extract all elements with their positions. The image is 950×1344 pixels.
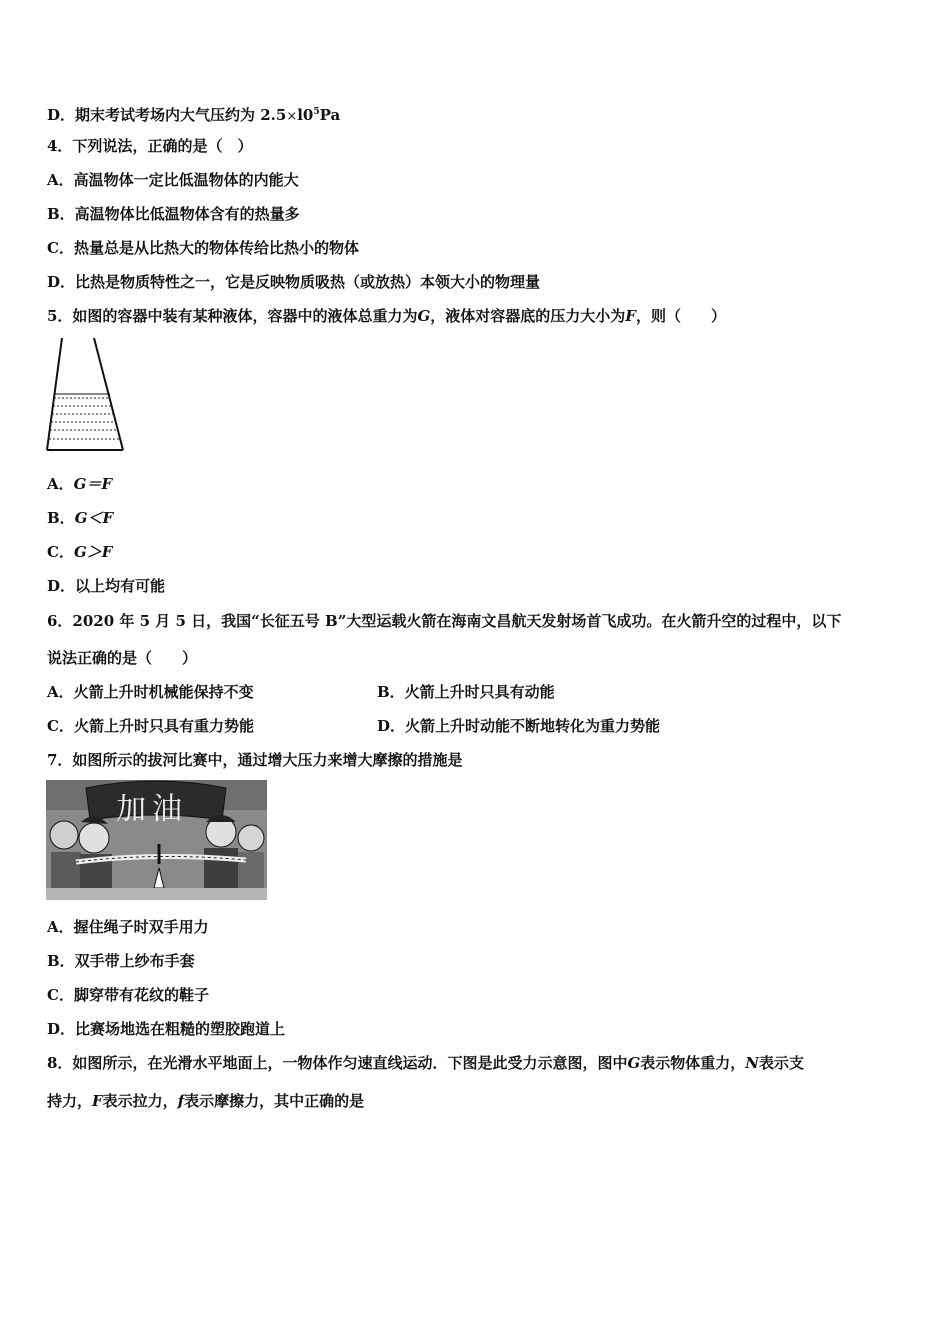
q3-option-d (47, 102, 340, 127)
q8-text: 8．如图所示，在光滑水平地面上，一物体作匀速直线运动．下图是此受力示意图，图中 (47, 1054, 628, 1072)
q8-stem-line2 (47, 1091, 364, 1111)
q6-option-c: C．火箭上升时只具有重力势能 (47, 717, 254, 735)
q8-text: 表示物体重力， (640, 1054, 746, 1072)
q8-text: 表示摩擦力，其中正确的是 (184, 1092, 365, 1110)
q5-stem-part1: 5．如图的容器中装有某种液体，容器中的液体总重力为 (47, 307, 418, 325)
pressure-unit: Pa (319, 106, 341, 124)
option-expression: G＞F (73, 543, 113, 561)
q3-option-d-text: D．期末考试考场内大气压约为 2.5 (47, 106, 287, 124)
q7-option-d: D．比赛场地选在粗糙的塑胶跑道上 (47, 1020, 286, 1038)
q5-stem-part2: ，液体对容器底的压力大小为 (430, 307, 626, 325)
tug-of-war-image (46, 780, 267, 900)
q5-stem-part3: ，则（ ） (635, 307, 726, 325)
times-sign: × (286, 109, 298, 124)
option-label: A． (47, 475, 74, 493)
var-f: F (625, 307, 636, 325)
var-f: F (92, 1092, 103, 1110)
q5-option-b (47, 508, 113, 528)
q4-option-b: B．高温物体比低温物体含有的热量多 (47, 205, 300, 223)
q4-option-a: A．高温物体一定比低温物体的内能大 (47, 171, 299, 189)
q4-option-d: D．比热是物质特性之一，它是反映物质吸热（或放热）本领大小的物理量 (47, 273, 541, 291)
power-exponent: 5 (313, 107, 320, 117)
q6-option-a: A．火箭上升时机械能保持不变 (47, 683, 254, 701)
q6-option-b: B．火箭上升时只具有动能 (377, 683, 555, 701)
option-expression: G＜F (74, 509, 114, 527)
q5-stem (47, 306, 726, 326)
option-label: C． (47, 543, 74, 561)
q5-option-d: D．以上均有可能 (47, 577, 166, 595)
q6-stem-line1: 6．2020 年 5 月 5 日，我国“长征五号 B”大型运载火箭在海南文昌航天发射场首飞成功。在火箭升空的过程中，以下 (47, 612, 842, 630)
q4-stem: 4．下列说法，正确的是（ ） (47, 137, 253, 155)
q5-option-a (47, 474, 112, 494)
q4-option-c: C．热量总是从比热大的物体传给比热小的物体 (47, 239, 359, 257)
q7-option-c: C．脚穿带有花纹的鞋子 (47, 986, 209, 1004)
option-label: B． (47, 509, 75, 527)
q6-option-d: D．火箭上升时动能不断地转化为重力势能 (377, 717, 661, 735)
q7-option-a: A．握住绳子时双手用力 (47, 918, 209, 936)
q7-stem: 7．如图所示的拔河比赛中，通过增大压力来增大摩擦的措施是 (47, 751, 463, 769)
q8-stem-line1 (47, 1053, 804, 1073)
q5-option-c (47, 542, 112, 562)
q8-text: 表示支 (759, 1054, 805, 1072)
q6-stem-line2: 说法正确的是（ ） (47, 649, 198, 667)
option-expression: G＝F (73, 475, 113, 493)
q7-option-b: B．双手带上纱布手套 (47, 952, 195, 970)
q8-text: 表示拉力， (102, 1092, 178, 1110)
var-g: G (627, 1054, 641, 1072)
power-base: l0 (297, 106, 314, 124)
var-n: N (745, 1054, 759, 1072)
q8-text: 持力， (47, 1092, 93, 1110)
var-g: G (417, 307, 431, 325)
var-f-small: f (177, 1092, 185, 1110)
container-figure (44, 336, 128, 454)
banner-text: 加油 (116, 792, 188, 827)
